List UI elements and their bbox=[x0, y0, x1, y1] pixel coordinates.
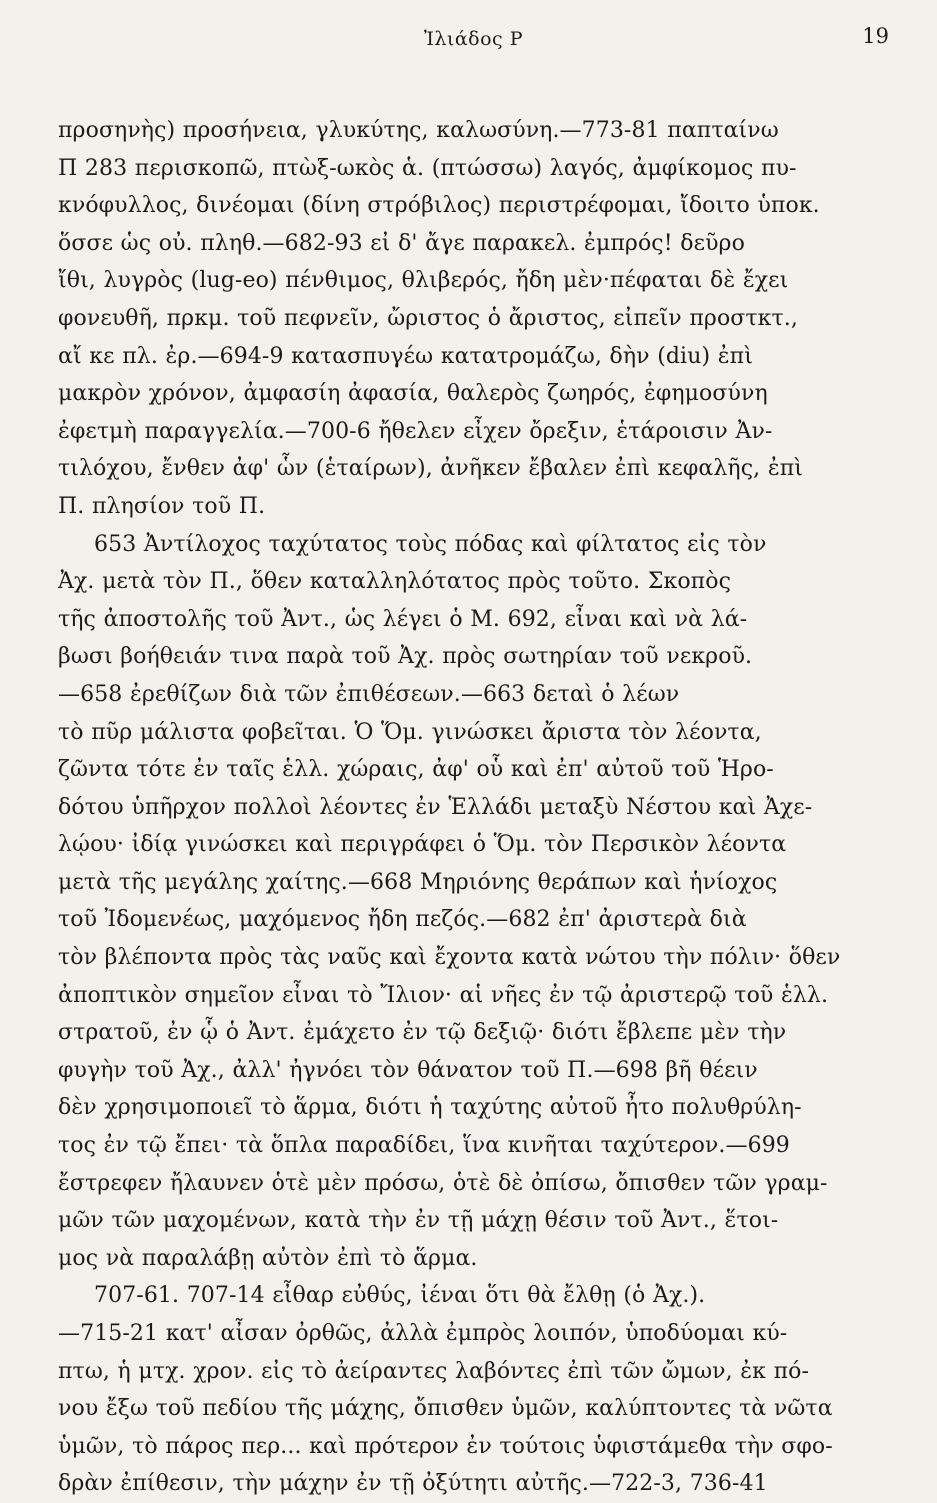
text-line: στρατοῦ, ἐν ᾧ ὁ Ἀντ. ἐμάχετο ἐν τῷ δεξιῷ· διότι ἔβλεπε μὲν τὴν bbox=[58, 1020, 787, 1046]
text-line: πτω, ἡ μτχ. χρον. εἰς τὸ ἀείραντες λαβόντες ἐπὶ τῶν ὤμων, ἐκ πό- bbox=[58, 1358, 810, 1384]
text-line: ἀποπτικὸν σημεῖον εἶναι τὸ Ἴλιον· αἱ νῆες ἐν τῷ ἀριστερῷ τοῦ ἑλλ. bbox=[58, 982, 829, 1008]
text-line: ζῶντα τότε ἐν ταῖς ἑλλ. χώραις, ἀφ' οὗ καὶ ἐπ' αὐτοῦ τοῦ Ἡρο- bbox=[58, 757, 774, 783]
text-line: —715-21 κατ' αἶσαν ὀρθῶς, ἀλλὰ ἐμπρὸς λοιπόν, ὑποδύομαι κύ- bbox=[58, 1321, 788, 1346]
text-line: —658 ἐρεθίζων διὰ τῶν ἐπιθέσεων.—663 δεταὶ ὁ λέων bbox=[58, 681, 680, 707]
text-line: 707-61. 707-14 εἶθαρ εὐθύς, ἰέναι ὅτι θὰ ἔλθῃ (ὁ Ἀχ.). bbox=[94, 1283, 706, 1309]
text-line: φυγὴν τοῦ Ἀχ., ἀλλ' ἠγνόει τὸν θάνατον τοῦ Π.—698 βῆ θέειν bbox=[58, 1057, 758, 1083]
paragraph-2 bbox=[58, 526, 889, 1278]
running-title: Ἰλιάδος Ρ bbox=[423, 28, 524, 50]
text-line: τὸ πῦρ μάλιστα φοβεῖται. Ὁ Ὅμ. γινώσκει ἄριστα τὸν λέοντα, bbox=[58, 719, 762, 745]
text-line: φονευθῆ, πρκμ. τοῦ πεφνεῖν, ὤριστος ὁ ἄριστος, εἰπεῖν προστκτ., bbox=[58, 305, 798, 331]
text-line: τοῦ Ἰδομενέως, μαχόμενος ἤδη πεζός.—682 ἐπ' ἀριστερὰ διὰ bbox=[58, 907, 747, 933]
text-line: μῶν τῶν μαχομένων, κατὰ τὴν ἐν τῇ μάχῃ θέσιν τοῦ Ἀντ., ἕτοι- bbox=[58, 1208, 779, 1234]
text-line: Π 283 περισκοπῶ, πτὼξ-ωκὸς ἁ. (πτώσσω) λαγός, ἀμφίκομος πυ- bbox=[58, 155, 797, 181]
text-line: τῆς ἀποστολῆς τοῦ Ἀντ., ὡς λέγει ὁ Μ. 692, εἶναι καὶ νὰ λά- bbox=[58, 606, 748, 632]
page-number: 19 bbox=[862, 24, 889, 48]
text-line: ἔστρεφεν ἤλαυνεν ὁτὲ μὲν πρόσω, ὁτὲ δὲ ὀπίσω, ὄπισθεν τῶν γραμ- bbox=[58, 1170, 828, 1196]
text-line: τὸν βλέποντα πρὸς τὰς ναῦς καὶ ἔχοντα κατὰ νώτου τὴν πόλιν· ὅθεν bbox=[58, 945, 841, 971]
text-line: μακρὸν χρόνον, ἀμφασίη ἀφασία, θαλερὸς ζωηρός, ἐφημοσύνη bbox=[58, 381, 768, 407]
paragraph-3 bbox=[58, 1277, 889, 1503]
text-line: αἴ κε πλ. ἐρ.—694-9 κατασπυγέω κατατρομάζω, δὴν (diu) ἐπὶ bbox=[58, 343, 753, 369]
text-line: ὅσσε ὡς οὐ. πληθ.—682-93 εἰ δ' ἄγε παρακελ. ἐμπρός! δεῦρο bbox=[58, 230, 745, 256]
paragraph-1 bbox=[58, 112, 889, 526]
text-line: τος ἐν τῷ ἔπει· τὰ ὅπλα παραδίδει, ἵνα κινῆται ταχύτερον.—699 bbox=[58, 1133, 790, 1159]
text-line: ἴθι, λυγρὸς (lug-eo) πένθιμος, θλιβερός, ἤδη μὲν·πέφαται δὲ ἔχει bbox=[58, 268, 789, 294]
text-line: τιλόχου, ἔνθεν ἀφ' ὧν (ἑταίρων), ἀνῆκεν ἔβαλεν ἐπὶ κεφαλῆς, ἐπὶ bbox=[58, 456, 804, 482]
commentary-text bbox=[58, 112, 889, 1503]
text-line: μος νὰ παραλάβῃ αὐτὸν ἐπὶ τὸ ἅρμα. bbox=[58, 1245, 478, 1271]
text-line: νου ἔξω τοῦ πεδίου τῆς μάχης, ὄπισθεν ὑμῶν, καλύπτοντες τὰ νῶτα bbox=[58, 1396, 833, 1422]
text-line: δρὰν ἐπίθεσιν, τὴν μάχην ἐν τῇ ὀξύτητι αὐτῆς.—722-3, 736-41 bbox=[58, 1471, 768, 1497]
text-line: ὑμῶν, τὸ πάρος περ... καὶ πρότερον ἐν τούτοις ὑφιστάμεθα τὴν σφο- bbox=[58, 1433, 833, 1459]
text-line: μετὰ τῆς μεγάλης χαίτης.—668 Μηριόνης θεράπων καὶ ἡνίοχος bbox=[58, 869, 778, 895]
text-line: λῴου· ἰδίᾳ γινώσκει καὶ περιγράφει ὁ Ὅμ. τὸν Περσικὸν λέοντα bbox=[58, 832, 787, 858]
text-line: δὲν χρησιμοποιεῖ τὸ ἅρμα, διότι ἡ ταχύτης αὐτοῦ ἦτο πολυθρύλη- bbox=[58, 1095, 802, 1121]
text-line: ἐφετμὴ παραγγελία.—700-6 ἤθελεν εἶχεν ὄρεξιν, ἑτάροισιν Ἀν- bbox=[58, 418, 773, 444]
text-line: κνόφυλλος, δινέομαι (δίνη στρόβιλος) περιστρέφομαι, ἴδοιτο ὑποκ. bbox=[58, 193, 820, 219]
text-line: δότου ὑπῆρχον πολλοὶ λέοντες ἐν Ἑλλάδι μεταξὺ Νέστου καὶ Ἀχε- bbox=[58, 794, 813, 820]
text-line: βωσι βοήθειάν τινα παρὰ τοῦ Ἀχ. πρὸς σωτηρίαν τοῦ νεκροῦ. bbox=[58, 644, 753, 670]
text-line: Ἀχ. μετὰ τὸν Π., ὅθεν καταλληλότατος πρὸς τοῦτο. Σκοπὸς bbox=[58, 569, 731, 595]
text-line: προσηνὴς) προσήνεια, γλυκύτης, καλωσύνη.—773-81 παπταίνω bbox=[58, 118, 779, 143]
text-line: Π. πλησίον τοῦ Π. bbox=[58, 493, 266, 519]
page-header bbox=[58, 22, 889, 62]
text-line: 653 Ἀντίλοχος ταχύτατος τοὺς πόδας καὶ φίλτατος εἰς τὸν bbox=[94, 531, 767, 557]
